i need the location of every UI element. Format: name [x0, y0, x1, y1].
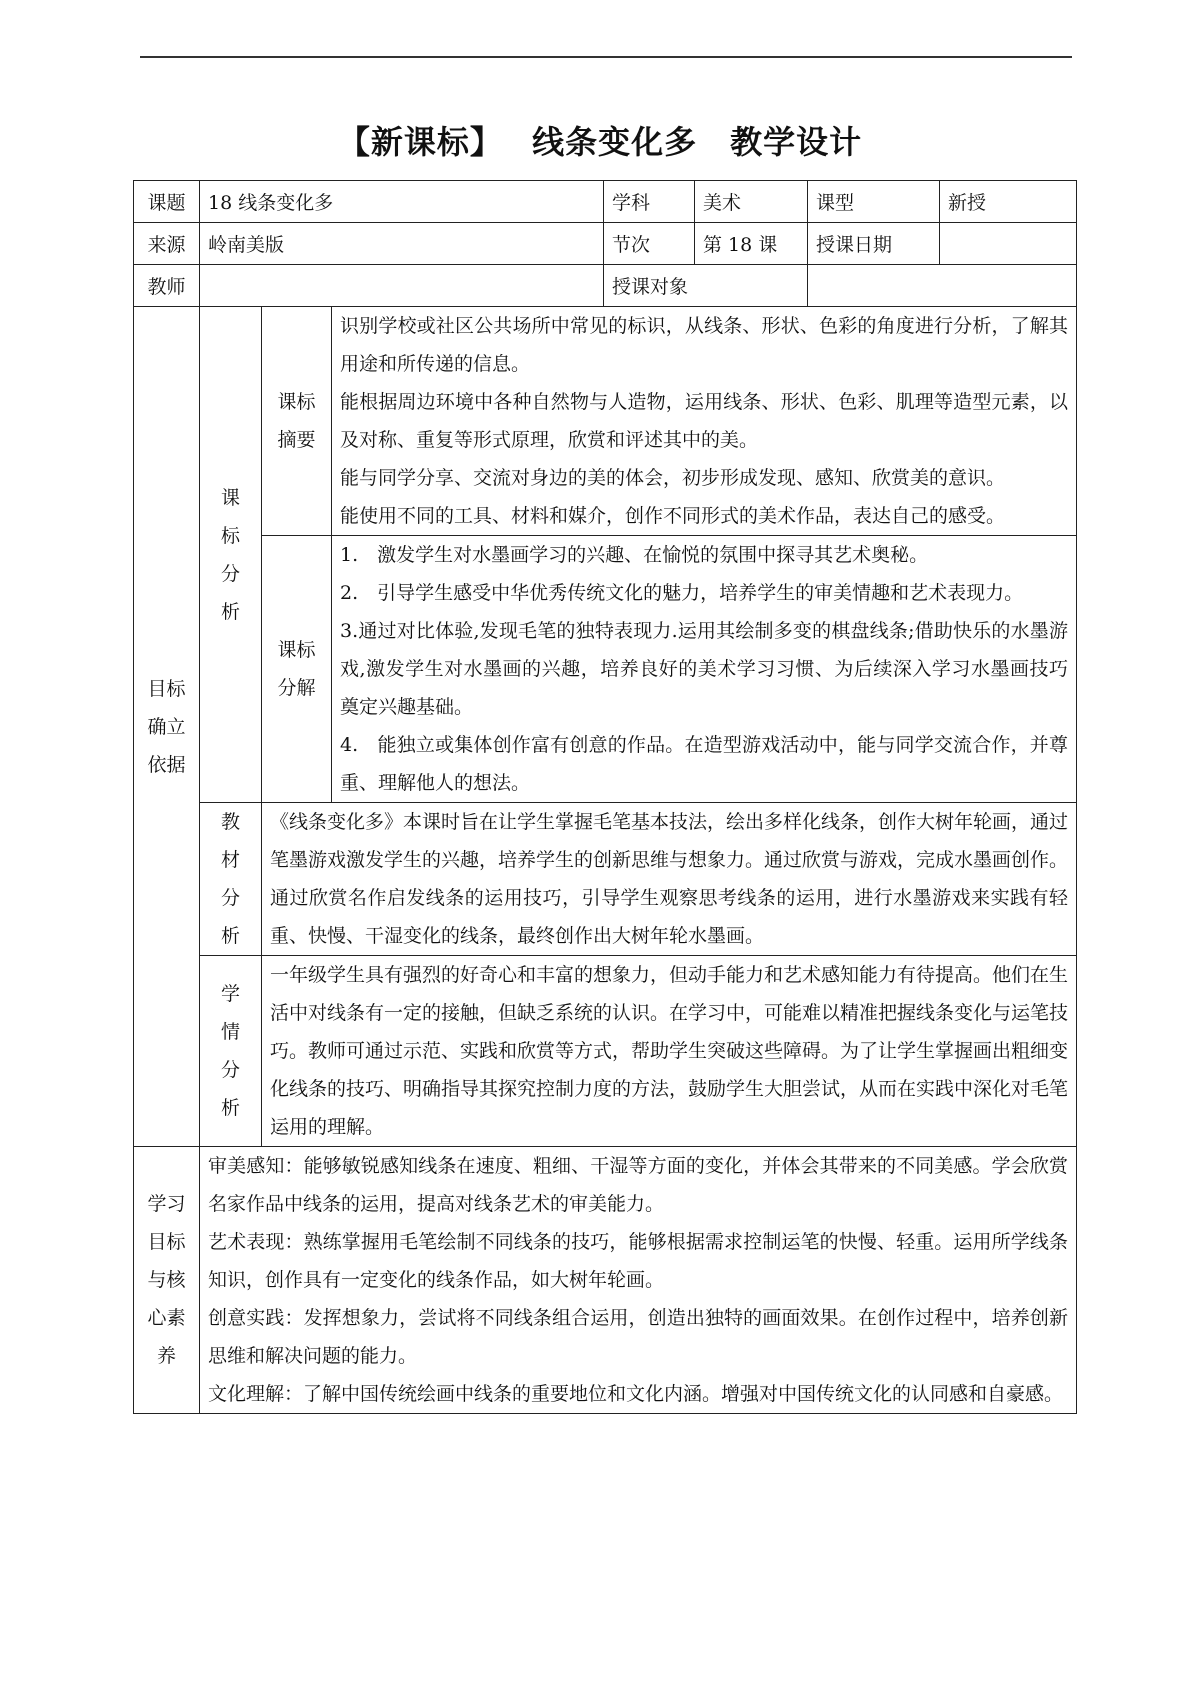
row-student-analysis	[134, 956, 1077, 1147]
row-material-analysis	[134, 803, 1077, 956]
goal-paragraph: 创意实践：发挥想象力，尝试将不同线条组合运用，创造出独特的画面效果。在创作过程中，培养创新思维和解决问题的能力。	[208, 1307, 1068, 1367]
summary-paragraph: 能与同学分享、交流对身边的美的体会，初步形成发现、感知、欣赏美的意识。	[340, 467, 1006, 489]
curriculum-breakdown-label: 课标分解	[262, 536, 332, 803]
audience-label: 授课对象	[604, 265, 808, 307]
breakdown-paragraph: 4. 能独立或集体创作富有创意的作品。在造型游戏活动中，能与同学交流合作，并尊重、理解他人的想法。	[340, 734, 1068, 794]
row-source	[134, 223, 1077, 265]
row-curriculum-summary	[134, 307, 1077, 536]
breakdown-paragraph: 1. 激发学生对水墨画学习的兴趣、在愉悦的氛围中探寻其艺术奥秘。	[340, 544, 929, 566]
topic-value: 18 线条变化多	[200, 181, 604, 223]
goal-paragraph: 审美感知：能够敏锐感知线条在速度、粗细、干湿等方面的变化，并体会其带来的不同美感。学会欣赏名家作品中线条的运用，提高对线条艺术的审美能力。	[208, 1155, 1068, 1215]
teacher-value	[200, 265, 604, 307]
row-learning-goals	[134, 1147, 1077, 1414]
summary-paragraph: 能根据周边环境中各种自然物与人造物，运用线条、形状、色彩、肌理等造型元素，以及对称、重复等形式原理，欣赏和评述其中的美。	[340, 391, 1068, 451]
student-analysis-text: 一年级学生具有强烈的好奇心和丰富的想象力，但动手能力和艺术感知能力有待提高。他们在生活中对线条有一定的接触，但缺乏系统的认识。在学习中，可能难以精准把握线条变化与运笔技巧。教师可通过示范、实践和欣赏等方式，帮助学生突破这些障碍。为了让学生掌握画出粗细变化线条的技巧、明确指导其探究控制力度的方法，鼓励学生大胆尝试，从而在实践中深化对毛笔运用的理解。	[262, 956, 1077, 1147]
curriculum-summary-text	[332, 307, 1077, 536]
lesson-plan-table	[133, 180, 1077, 1414]
material-analysis-text: 《线条变化多》本课时旨在让学生掌握毛笔基本技法，绘出多样化线条，创作大树年轮画，通过笔墨游戏激发学生的兴趣，培养学生的创新思维与想象力。通过欣赏与游戏，完成水墨画创作。通过欣赏名作启发线条的运用技巧，引导学生观察思考线条的运用，进行水墨游戏来实践有轻重、快慢、干湿变化的线条，最终创作出大树年轮水墨画。	[262, 803, 1077, 956]
date-value	[940, 223, 1077, 265]
section-value: 第 18 课	[695, 223, 808, 265]
subject-label: 学科	[604, 181, 695, 223]
breakdown-paragraph: 2. 引导学生感受中华优秀传统文化的魅力，培养学生的审美情趣和艺术表现力。	[340, 582, 1024, 604]
section-label: 节次	[604, 223, 695, 265]
source-value: 岭南美版	[200, 223, 604, 265]
summary-paragraph: 识别学校或社区公共场所中常见的标识，从线条、形状、色彩的角度进行分析，了解其用途和所传递的信息。	[340, 315, 1068, 375]
type-label: 课型	[808, 181, 940, 223]
curriculum-analysis-label: 课标分析	[200, 307, 262, 803]
date-label: 授课日期	[808, 223, 940, 265]
topic-label: 课题	[134, 181, 200, 223]
goal-paragraph: 艺术表现：熟练掌握用毛笔绘制不同线条的技巧，能够根据需求控制运笔的快慢、轻重。运用所学线条知识，创作具有一定变化的线条作品，如大树年轮画。	[208, 1231, 1068, 1291]
subject-value: 美术	[695, 181, 808, 223]
type-value: 新授	[940, 181, 1077, 223]
learning-goals-label: 学习目标与核心素养	[134, 1147, 200, 1414]
document-title: 【新课标】 线条变化多 教学设计	[337, 123, 863, 161]
row-curriculum-breakdown	[134, 536, 1077, 803]
summary-paragraph: 能使用不同的工具、材料和媒介，创作不同形式的美术作品，表达自己的感受。	[340, 505, 1006, 527]
curriculum-breakdown-text	[332, 536, 1077, 803]
student-analysis-label: 学情分析	[200, 956, 262, 1147]
learning-goals-text	[200, 1147, 1077, 1414]
audience-value	[808, 265, 1077, 307]
breakdown-paragraph: 3.通过对比体验,发现毛笔的独特表现力.运用其绘制多变的棋盘线条;借助快乐的水墨游戏,激发学生对水墨画的兴趣，培养良好的美术学习习惯、为后续深入学习水墨画技巧奠定兴趣基础。	[340, 620, 1068, 718]
teacher-label: 教师	[134, 265, 200, 307]
material-analysis-label: 教材分析	[200, 803, 262, 956]
curriculum-summary-label: 课标摘要	[262, 307, 332, 536]
header-rule	[140, 56, 1072, 58]
basis-label: 目标确立依据	[134, 307, 200, 1147]
source-label: 来源	[134, 223, 200, 265]
row-teacher	[134, 265, 1077, 307]
row-topic	[134, 181, 1077, 223]
goal-paragraph: 文化理解：了解中国传统绘画中线条的重要地位和文化内涵。增强对中国传统文化的认同感和自豪感。	[208, 1383, 1064, 1405]
